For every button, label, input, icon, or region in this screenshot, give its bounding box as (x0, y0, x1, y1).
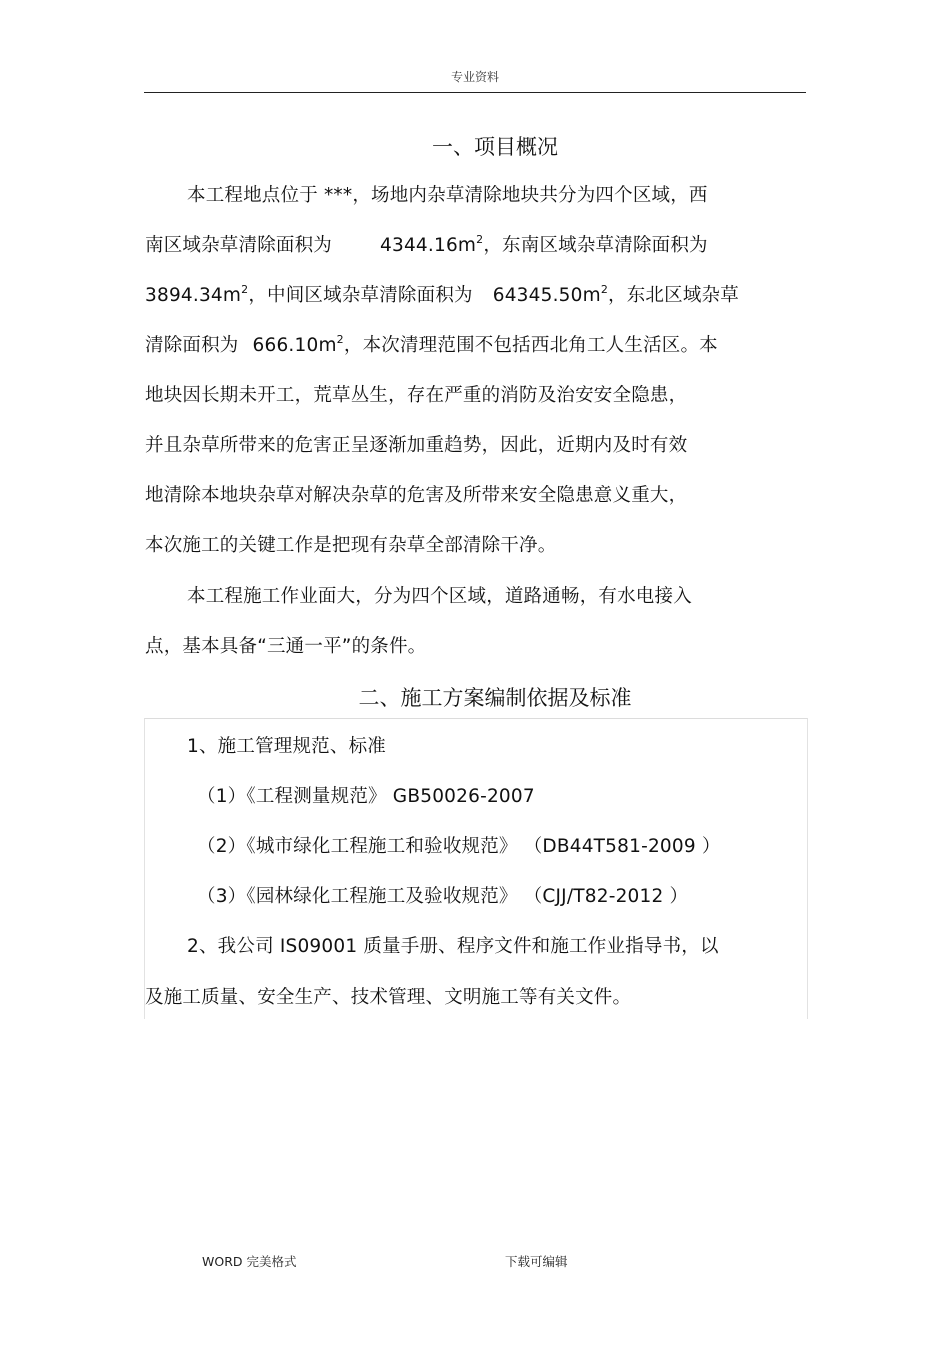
paragraph-line: 并且杂草所带来的危害正呈逐渐加重趋势，因此，近期内及时有效 (145, 435, 688, 456)
paragraph-line (145, 331, 718, 357)
paragraph-line: 本工程施工作业面大，分为四个区域，道路通畅，有水电接入 (187, 586, 692, 607)
area-value: 666.10m (252, 335, 337, 356)
paragraph-line: 本工程地点位于 ***，场地内杂草清除地块共分为四个区域，西 (187, 185, 708, 206)
section-title-overview: 一、项目概况 (432, 135, 558, 159)
text-span: 清除面积为 (145, 335, 239, 356)
text-span: ，本次清理范围不包括西北角工人生活区。本 (343, 335, 718, 356)
paragraph-line: 地清除本地块杂草对解决杂草的危害及所带来安全隐患意义重大， (145, 485, 688, 506)
list-item: 2、我公司 IS09001 质量手册、程序文件和施工作业指导书，以 (187, 936, 719, 957)
header-divider (144, 92, 806, 93)
paragraph-line: 本次施工的关键工作是把现有杂草全部清除干净。 (145, 535, 557, 556)
footer-left: WORD 完美格式 (202, 1254, 297, 1269)
paragraph-line: 点，基本具备“三通一平”的条件。 (145, 636, 427, 657)
page-header: 专业资料 (450, 70, 499, 84)
superscript: 2 (336, 333, 344, 346)
superscript: 2 (600, 283, 609, 296)
superscript: 2 (241, 283, 249, 296)
text-span: 南区域杂草清除面积为 (145, 235, 333, 256)
text-span: ，中间区域杂草清除面积为 (248, 285, 473, 306)
paragraph-line (145, 281, 739, 307)
paragraph-line (145, 231, 708, 257)
text-span: ，东南区域杂草清除面积为 (483, 235, 708, 256)
list-item-continuation: 及施工质量、安全生产、技术管理、文明施工等有关文件。 (145, 987, 632, 1008)
list-subitem: （3）《园林绿化工程施工及验收规范》 （CJJ/T82-2012 ） (197, 886, 689, 907)
list-subitem: （2）《城市绿化工程施工和验收规范》 （DB44T581-2009 ） (197, 836, 721, 857)
area-value: 64345.50m (492, 285, 601, 306)
section-title-basis: 二、施工方案编制依据及标准 (358, 686, 632, 710)
superscript: 2 (476, 233, 484, 246)
text-span: ，东北区域杂草 (608, 285, 739, 306)
list-subitem: （1）《工程测量规范》 GB50026-2007 (197, 786, 535, 807)
area-value: 3894.34m (145, 285, 242, 306)
area-value: 4344.16m (380, 235, 477, 256)
footer-right: 下载可编辑 (505, 1254, 568, 1269)
paragraph-line: 地块因长期未开工，荒草丛生，存在严重的消防及治安安全隐患， (145, 385, 688, 406)
standards-box (144, 718, 808, 1019)
list-item: 1、施工管理规范、标准 (187, 736, 386, 757)
